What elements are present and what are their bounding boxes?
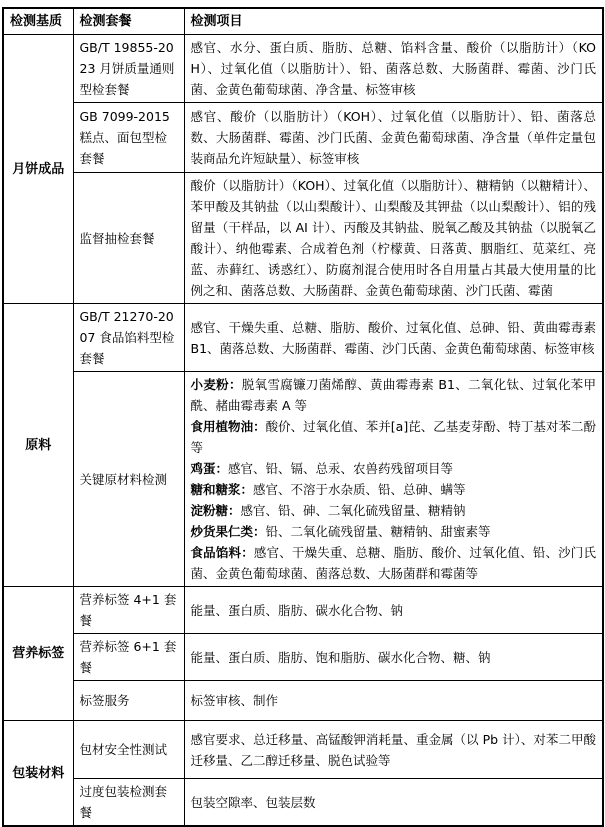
- package-cell: 监督抽检套餐: [73, 173, 184, 304]
- matrix-cell-raw-material: 原料: [3, 304, 73, 587]
- table-row: [3, 173, 603, 304]
- material-name: 鸡蛋：: [190, 461, 229, 476]
- material-name: 糖和糖浆：: [190, 482, 254, 497]
- items-line: [191, 479, 597, 500]
- items-cell: 酸价（以脂肪计）（KOH）、过氧化值（以脂肪计）、糖精钠（以糖精计）、苯甲酸及其钠盐（以山梨酸计）、山梨酸及其钾盐（以山梨酸计）、铝的残留量（干样品，以 AI 计）、丙酸及其钠盐、脱氧乙酸及其钠盐（以脱氧乙酸计）、纳他霉素、合成着色剂（柠檬黄、日落黄、胭脂红、苋菜红、亮蓝、赤藓红、诱惑红）、防腐剂混合使用时各自用量占其最大使用量的比例之和、菌落总数、大肠菌群、金黄色葡萄球菌、沙门氏菌、霉菌: [184, 173, 603, 304]
- column-header-package: 检测套餐: [73, 8, 184, 35]
- material-items: 铅、二氧化硫残留量、糖精钠、甜蜜素等: [265, 524, 491, 539]
- items-cell: 感官要求、总迁移量、高锰酸钾消耗量、重金属（以 Pb 计）、对苯二甲酸迁移量、乙二醇迁移量、脱色试验等: [184, 721, 603, 779]
- package-cell: 标签服务: [73, 681, 184, 721]
- testing-packages-table: [2, 7, 604, 827]
- items-cell: 能量、蛋白质、脂肪、碳水化合物、钠: [184, 587, 603, 634]
- table-row: [3, 681, 603, 721]
- table-row: [3, 721, 603, 779]
- material-items: 酸价、过氧化值、苯并[a]芘、乙基麦芽酚、特丁基对苯二酚等: [190, 419, 596, 455]
- items-cell: 标签审核、制作: [184, 681, 603, 721]
- material-name: 淀粉糖：: [190, 503, 241, 518]
- table-row: [3, 304, 603, 372]
- package-cell: 关键原材料检测: [73, 372, 184, 587]
- material-items: 感官、铅、砷、二氧化硫残留量、糖精钠: [240, 503, 466, 518]
- table-row: [3, 35, 603, 103]
- package-cell: 包材安全性测试: [73, 721, 184, 779]
- table-row: [3, 372, 603, 587]
- material-name: 炒货果仁类：: [190, 524, 266, 539]
- items-cell: [184, 372, 603, 587]
- matrix-cell-mooncake: 月饼成品: [3, 35, 73, 304]
- column-header-items: 检测项目: [184, 8, 603, 35]
- package-cell: 营养标签 4+1 套餐: [73, 587, 184, 634]
- material-name: 小麦粉：: [190, 377, 242, 392]
- items-line: [191, 500, 597, 521]
- items-line: [191, 521, 597, 542]
- column-header-matrix: 检测基质: [3, 8, 73, 35]
- package-cell: GB/T 21270-2007 食品馅料型检套餐: [73, 304, 184, 372]
- items-cell: 能量、蛋白质、脂肪、饱和脂肪、碳水化合物、糖、钠: [184, 634, 603, 681]
- matrix-cell-nutrition-label: 营养标签: [3, 587, 73, 721]
- material-name: 食用植物油：: [190, 419, 266, 434]
- material-items: 感官、不溶于水杂质、铅、总砷、螨等: [253, 482, 466, 497]
- table-row: [3, 634, 603, 681]
- header-row: [3, 8, 603, 35]
- package-cell: 营养标签 6+1 套餐: [73, 634, 184, 681]
- material-name: 食品馅料：: [190, 545, 254, 560]
- items-cell: 感官、干燥失重、总糖、脂肪、酸价、过氧化值、总砷、铅、黄曲霉毒素 B1、菌落总数、大肠菌群、霉菌、沙门氏菌、金黄色葡萄球菌、标签审核: [184, 304, 603, 372]
- items-cell: 包装空隙率、包装层数: [184, 779, 603, 827]
- material-items: 感官、铅、镉、总汞、农兽药残留项目等: [228, 461, 454, 476]
- table-row: [3, 103, 603, 173]
- items-line: [191, 458, 597, 479]
- matrix-cell-packaging-material: 包装材料: [3, 721, 73, 827]
- material-items: 脱氧雪腐镰刀菌烯醇、黄曲霉毒素 B1、二氧化钛、过氧化苯甲酰、赭曲霉毒素 A 等: [190, 377, 596, 413]
- table-row: [3, 779, 603, 827]
- items-cell: 感官、水分、蛋白质、脂肪、总糖、馅料含量、酸价（以脂肪计）（KOH）、过氧化值（以脂肪计）、铅、菌落总数、大肠菌群、霉菌、沙门氏菌、金黄色葡萄球菌、净含量、标签审核: [184, 35, 603, 103]
- material-items: 感官、干燥失重、总糖、脂肪、酸价、过氧化值、铅、沙门氏菌、金黄色葡萄球菌、菌落总数、大肠菌群和霉菌等: [190, 545, 596, 581]
- items-line: [191, 374, 597, 416]
- package-cell: 过度包装检测套餐: [73, 779, 184, 827]
- items-cell: 感官、酸价（以脂肪计）（KOH）、过氧化值（以脂肪计）、铅、菌落总数、大肠菌群、霉菌、沙门氏菌、金黄色葡萄球菌、净含量（单件定量包装商品允许短缺量）、标签审核: [184, 103, 603, 173]
- table-row: [3, 587, 603, 634]
- package-cell: GB 7099-2015 糕点、面包型检套餐: [73, 103, 184, 173]
- package-cell: GB/T 19855-2023 月饼质量通则型检套餐: [73, 35, 184, 103]
- items-line: [191, 416, 597, 458]
- items-line: [191, 542, 597, 584]
